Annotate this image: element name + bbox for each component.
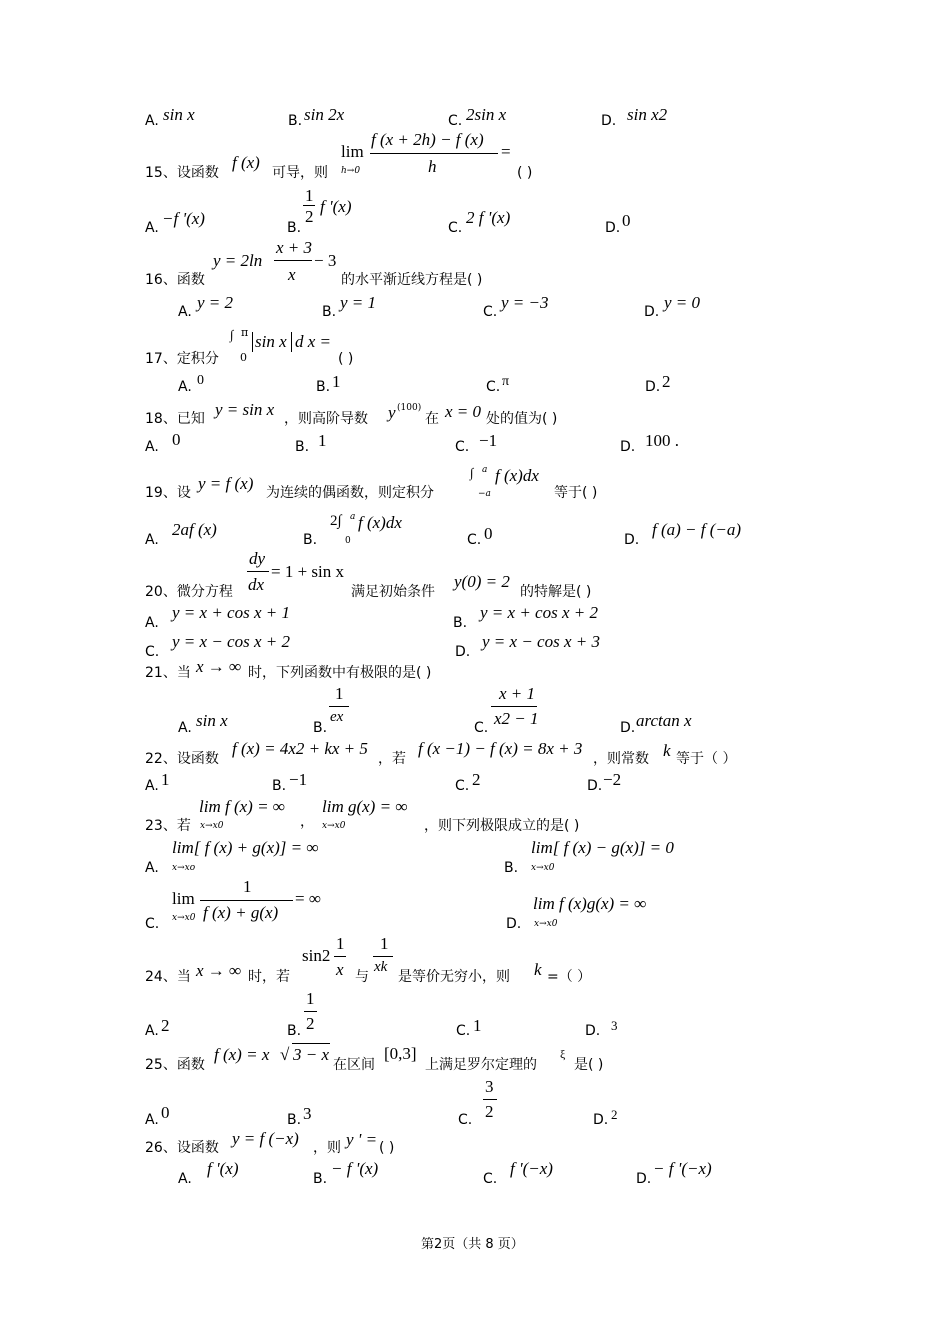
q19-upper: a bbox=[482, 465, 488, 475]
q21-stem: 21、当 bbox=[145, 665, 191, 681]
q17-b: 1 bbox=[332, 372, 341, 391]
q23-l2-sub: x→x0 bbox=[322, 821, 346, 831]
q17-dx: d x = bbox=[295, 332, 332, 351]
q16-stem2: 的水平渐近线方程是( ) bbox=[341, 272, 483, 288]
q16-c: y = −3 bbox=[501, 293, 549, 312]
q16-eq1: y = 2ln bbox=[213, 251, 263, 270]
q23-c-bar bbox=[200, 900, 293, 901]
q14-c-label: C. bbox=[448, 113, 463, 129]
q18-c-label: C. bbox=[455, 439, 470, 455]
q15-den: h bbox=[428, 157, 437, 176]
q20-init: y(0) = 2 bbox=[454, 572, 510, 591]
q23-d-sub: x→x0 bbox=[534, 919, 558, 929]
q24-c-label: C. bbox=[456, 1023, 471, 1039]
q24-d: 3 bbox=[611, 1018, 618, 1033]
q18-sup: (100) bbox=[397, 403, 422, 413]
q15-num: f (x + 2h) − f (x) bbox=[371, 130, 484, 149]
q20-num: dy bbox=[249, 549, 266, 568]
q25-b-label: B. bbox=[287, 1112, 302, 1128]
q21-d: arctan x bbox=[636, 711, 692, 730]
q21-a-label: A. bbox=[178, 720, 192, 736]
q17-d-label: D. bbox=[645, 379, 661, 395]
q21-c-den: x2 − 1 bbox=[494, 709, 539, 728]
q25-c-den: 2 bbox=[485, 1102, 494, 1121]
q26-a: f '(x) bbox=[207, 1159, 239, 1178]
q21-cond: x → ∞ bbox=[196, 657, 242, 676]
q23-a-sub: x→xo bbox=[172, 863, 196, 873]
q19-b: f (x)dx bbox=[358, 513, 402, 532]
q18-b-label: B. bbox=[295, 439, 310, 455]
q16-d: y = 0 bbox=[664, 293, 701, 312]
q18-stem3: 在 bbox=[425, 411, 439, 427]
q26-d-label: D. bbox=[636, 1171, 652, 1187]
q18-a-label: A. bbox=[145, 439, 159, 455]
q22-stem3: ，则常数 bbox=[593, 751, 649, 767]
q20-c: y = x − cos x + 2 bbox=[172, 632, 290, 651]
q21-b-bar bbox=[329, 706, 349, 707]
q16-stem: 16、函数 bbox=[145, 272, 205, 288]
q18-stem4: 处的值为( ) bbox=[486, 411, 558, 427]
q19-expr: f (x)dx bbox=[495, 466, 539, 485]
q25-c-num: 3 bbox=[485, 1077, 494, 1096]
q18-a: 0 bbox=[172, 430, 181, 449]
q23-c-label: C. bbox=[145, 916, 160, 932]
q14-b-label: B. bbox=[288, 113, 303, 129]
q22-eq: f (x) = 4x2 + kx + 5 bbox=[232, 739, 368, 758]
q25-stem2: 在区间 bbox=[333, 1057, 375, 1073]
q15-b-label: B. bbox=[287, 220, 302, 236]
q22-stem: 22、设函数 bbox=[145, 751, 219, 767]
q25-rad: 3 − x bbox=[293, 1045, 330, 1064]
q24-sin: sin2 bbox=[302, 946, 331, 965]
q14-a-label: A. bbox=[145, 113, 159, 129]
q18-c: −1 bbox=[479, 431, 498, 450]
q24-cond: x → ∞ bbox=[196, 961, 242, 980]
q18-x0: x = 0 bbox=[445, 402, 482, 421]
q21-stem2: 时，下列函数中有极限的是( ) bbox=[248, 665, 432, 681]
q17-expr: sin x bbox=[255, 332, 287, 351]
q24-a-label: A. bbox=[145, 1023, 159, 1039]
q24-stem4: =（ ） bbox=[547, 969, 592, 985]
q17-upper: π bbox=[241, 326, 249, 339]
q19-c: 0 bbox=[484, 524, 493, 543]
q23-d: lim f (x)g(x) = ∞ bbox=[533, 894, 647, 913]
q21-b-num: 1 bbox=[335, 684, 344, 703]
q16-num: x + 3 bbox=[276, 238, 313, 257]
q15-eq: = bbox=[501, 142, 511, 161]
q25-xi: ξ bbox=[560, 1047, 566, 1061]
q26-a-label: A. bbox=[178, 1171, 192, 1187]
q21-c-bar bbox=[491, 706, 537, 707]
q17-paren: ( ) bbox=[338, 351, 354, 367]
page-footer: 第2页（共 8 页） bbox=[421, 1237, 524, 1252]
q15-lim-sub: h→0 bbox=[341, 166, 361, 176]
q19-b-pre: 2∫ bbox=[330, 513, 342, 529]
q26-stem: 26、设函数 bbox=[145, 1140, 219, 1156]
q15-a: −f '(x) bbox=[162, 209, 205, 228]
q22-a-label: A. bbox=[145, 778, 159, 794]
q22-stem4: 等于（ ） bbox=[676, 751, 737, 767]
q14-d-label: D. bbox=[601, 113, 617, 129]
q23-d-label: D. bbox=[506, 916, 522, 932]
q19-stem2: 为连续的偶函数，则定积分 bbox=[266, 485, 434, 501]
q19-a-label: A. bbox=[145, 532, 159, 548]
q17-stem: 17、定积分 bbox=[145, 351, 219, 367]
q26-stem2: ，则 bbox=[313, 1140, 341, 1156]
q17-lower: 0 bbox=[240, 351, 247, 364]
q19-d: f (a) − f (−a) bbox=[652, 520, 742, 539]
q22-k: k bbox=[663, 741, 671, 760]
q17-abs-left bbox=[252, 332, 253, 352]
q20-den: dx bbox=[248, 575, 265, 594]
q20-c-label: C. bbox=[145, 644, 160, 660]
q24-f2-bar bbox=[373, 956, 393, 957]
q18-d: 100 . bbox=[645, 431, 679, 450]
q22-stem2: ，若 bbox=[378, 751, 406, 767]
q19-c-label: C. bbox=[467, 532, 482, 548]
q20-stem: 20、微分方程 bbox=[145, 584, 233, 600]
q24-with: 与 bbox=[355, 969, 369, 985]
q16-den: x bbox=[288, 265, 296, 284]
q21-c-num: x + 1 bbox=[499, 684, 536, 703]
q18-y: y bbox=[388, 403, 396, 422]
q16-b: y = 1 bbox=[340, 293, 377, 312]
q24-stem2: 时，若 bbox=[248, 969, 290, 985]
q15-b-bar bbox=[303, 205, 315, 206]
q23-stem: 23、若 bbox=[145, 818, 191, 834]
q19-eq: y = f (x) bbox=[198, 474, 254, 493]
q25-a-label: A. bbox=[145, 1112, 159, 1128]
q24-f1-bar bbox=[334, 956, 346, 957]
q16-d-label: D. bbox=[644, 304, 660, 320]
q19-a: 2af (x) bbox=[172, 520, 217, 539]
q22-c-label: C. bbox=[455, 778, 470, 794]
q24-stem: 24、当 bbox=[145, 969, 191, 985]
q24-b-den: 2 bbox=[306, 1014, 315, 1033]
q20-a: y = x + cos x + 1 bbox=[172, 603, 290, 622]
q14-d: sin x2 bbox=[627, 105, 668, 124]
q22-a: 1 bbox=[161, 770, 170, 789]
q24-d-label: D. bbox=[585, 1023, 601, 1039]
q21-c-label: C. bbox=[474, 720, 489, 736]
q20-stem2: 满足初始条件 bbox=[351, 584, 435, 600]
q16-frac-bar bbox=[274, 260, 312, 261]
q15-d: 0 bbox=[622, 211, 631, 230]
q15-c-label: C. bbox=[448, 220, 463, 236]
q23-comma: ， bbox=[300, 814, 314, 830]
q15-b-num: 1 bbox=[305, 186, 314, 205]
q23-a-label: A. bbox=[145, 860, 159, 876]
q21-d-label: D. bbox=[620, 720, 636, 736]
q20-d-label: D. bbox=[455, 644, 471, 660]
q24-f2-den: xk bbox=[374, 959, 388, 975]
q15-lim: lim bbox=[341, 142, 364, 161]
q15-b-den: 2 bbox=[305, 207, 314, 226]
q22-b-label: B. bbox=[272, 778, 287, 794]
q20-a-label: A. bbox=[145, 615, 159, 631]
q24-stem3: 是等价无穷小，则 bbox=[398, 969, 510, 985]
q21-b-label: B. bbox=[313, 720, 328, 736]
q25-c-label: C. bbox=[458, 1112, 473, 1128]
q22-cond: f (x −1) − f (x) = 8x + 3 bbox=[418, 739, 583, 758]
q23-c-den: f (x) + g(x) bbox=[203, 903, 279, 922]
q26-c: f '(−x) bbox=[510, 1159, 553, 1178]
q23-b-label: B. bbox=[504, 860, 519, 876]
q23-b: lim[ f (x) − g(x)] = 0 bbox=[531, 838, 674, 857]
q24-f2-num: 1 bbox=[380, 934, 389, 953]
q24-b-bar bbox=[304, 1011, 317, 1012]
q20-stem3: 的特解是( ) bbox=[520, 584, 592, 600]
q18-b: 1 bbox=[318, 431, 327, 450]
q17-a-label: A. bbox=[178, 379, 192, 395]
q16-eq2: − 3 bbox=[314, 251, 337, 270]
q15-d-label: D. bbox=[605, 220, 621, 236]
q26-b: − f '(x) bbox=[331, 1159, 379, 1178]
q18-d-label: D. bbox=[620, 439, 636, 455]
q24-f1-den: x bbox=[336, 960, 344, 979]
q23-c-sub: x→x0 bbox=[172, 913, 196, 923]
q22-c: 2 bbox=[472, 770, 481, 789]
q22-d: −2 bbox=[603, 770, 622, 789]
q15-stem2: 可导，则 bbox=[272, 165, 328, 181]
q14-c: 2sin x bbox=[466, 105, 507, 124]
q19-stem3: 等于( ) bbox=[554, 485, 598, 501]
q15-c: 2 f '(x) bbox=[466, 208, 511, 227]
q19-d-label: D. bbox=[624, 532, 640, 548]
q22-d-label: D. bbox=[587, 778, 603, 794]
q14-b: sin 2x bbox=[304, 105, 345, 124]
q25-eq: f (x) = x bbox=[214, 1045, 270, 1064]
q21-a: sin x bbox=[196, 711, 228, 730]
q25-c-bar bbox=[483, 1099, 497, 1100]
q24-k: k bbox=[534, 960, 542, 979]
q23-stem2: ，则下列极限成立的是( ) bbox=[424, 818, 580, 834]
q17-abs-right bbox=[291, 332, 292, 352]
q16-a-label: A. bbox=[178, 304, 192, 320]
q19-int: ∫ bbox=[470, 465, 474, 480]
q15-b: f '(x) bbox=[320, 197, 352, 216]
q23-l1-sub: x→x0 bbox=[200, 821, 224, 831]
q25-d-label: D. bbox=[593, 1112, 609, 1128]
q25-b: 3 bbox=[303, 1104, 312, 1123]
q17-b-label: B. bbox=[316, 379, 331, 395]
q20-d: y = x − cos x + 3 bbox=[482, 632, 600, 651]
q19-lower: −a bbox=[478, 489, 491, 499]
q16-a: y = 2 bbox=[197, 293, 234, 312]
q26-b-label: B. bbox=[313, 1171, 328, 1187]
q25-sqrt-bar bbox=[292, 1043, 330, 1044]
q20-b-label: B. bbox=[453, 615, 468, 631]
q15-frac-bar bbox=[370, 153, 498, 154]
q25-interval: [0,3] bbox=[384, 1044, 417, 1063]
q25-stem4: 是( ) bbox=[574, 1057, 604, 1073]
q15-paren: ( ) bbox=[517, 165, 533, 181]
q17-c: π bbox=[502, 374, 510, 389]
q23-l1: lim f (x) = ∞ bbox=[199, 797, 285, 816]
q14-a: sin x bbox=[163, 105, 195, 124]
q19-stem: 19、设 bbox=[145, 485, 191, 501]
q18-eq: y = sin x bbox=[215, 400, 275, 419]
q25-stem: 25、函数 bbox=[145, 1057, 205, 1073]
q18-stem: 18、已知 bbox=[145, 411, 205, 427]
q23-c-num: 1 bbox=[243, 877, 252, 896]
q24-b-label: B. bbox=[287, 1023, 302, 1039]
q16-c-label: C. bbox=[483, 304, 498, 320]
q23-c-lim: lim bbox=[172, 889, 195, 908]
q19-b-lower: 0 bbox=[345, 536, 351, 546]
q25-sqrt-icon: √ bbox=[280, 1045, 290, 1064]
q16-b-label: B. bbox=[322, 304, 337, 320]
q26-c-label: C. bbox=[483, 1171, 498, 1187]
q24-f1-num: 1 bbox=[336, 934, 345, 953]
q24-a: 2 bbox=[161, 1016, 170, 1035]
q26-d: − f '(−x) bbox=[653, 1159, 712, 1178]
q23-a: lim[ f (x) + g(x)] = ∞ bbox=[172, 838, 319, 857]
q25-d: 2 bbox=[611, 1107, 618, 1122]
q26-eq: y = f (−x) bbox=[232, 1129, 299, 1148]
q24-c: 1 bbox=[473, 1016, 482, 1035]
q20-frac-bar bbox=[247, 571, 269, 572]
q26-paren: ( ) bbox=[379, 1140, 395, 1156]
q17-c-label: C. bbox=[486, 379, 501, 395]
q15-a-label: A. bbox=[145, 220, 159, 236]
q22-b: −1 bbox=[289, 770, 308, 789]
q15-stem: 15、设函数 bbox=[145, 165, 219, 181]
q24-b-num: 1 bbox=[306, 989, 315, 1008]
q20-b: y = x + cos x + 2 bbox=[480, 603, 598, 622]
q21-b-den: ex bbox=[330, 709, 344, 725]
q18-stem2: ，则高阶导数 bbox=[284, 411, 368, 427]
q26-yp: y ' = bbox=[346, 1130, 378, 1149]
q17-int: ∫ bbox=[230, 327, 234, 342]
q20-eq: = 1 + sin x bbox=[271, 562, 345, 581]
q17-a: 0 bbox=[197, 373, 204, 388]
q15-fx: f (x) bbox=[232, 153, 260, 172]
q23-b-sub: x→x0 bbox=[531, 863, 555, 873]
q19-b-label: B. bbox=[303, 532, 318, 548]
q19-b-upper: a bbox=[350, 512, 356, 522]
q25-a: 0 bbox=[161, 1103, 170, 1122]
q17-d: 2 bbox=[662, 372, 671, 391]
q25-stem3: 上满足罗尔定理的 bbox=[425, 1057, 537, 1073]
q23-l2: lim g(x) = ∞ bbox=[322, 797, 408, 816]
q23-c-eq: = ∞ bbox=[295, 889, 321, 908]
